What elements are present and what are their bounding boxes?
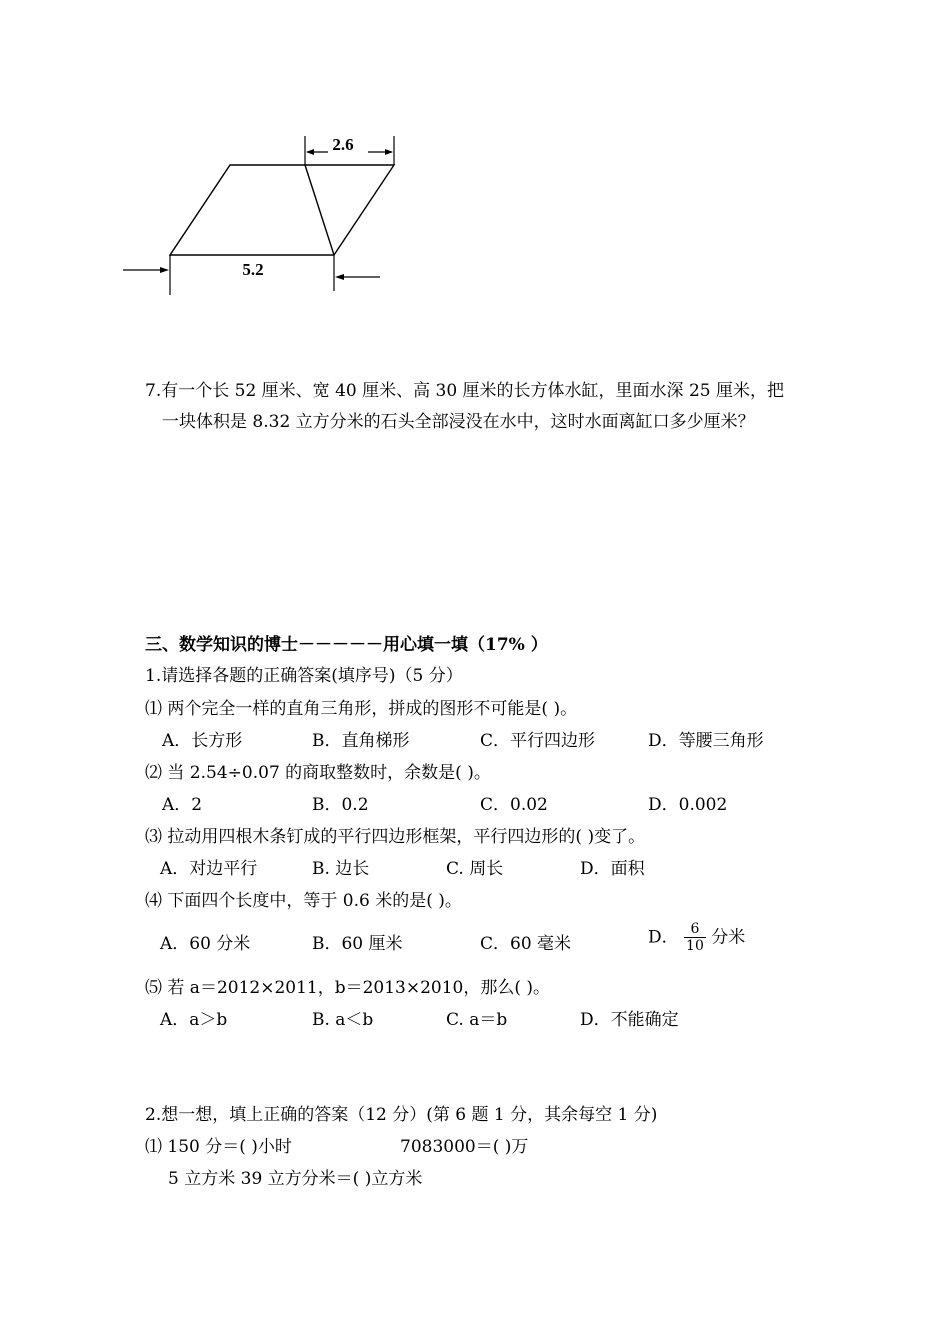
mc-q3-option-c: C. 周长 (446, 859, 504, 879)
mc-q1-option-c: C．平行四边形 (480, 731, 596, 751)
section3-title: 三、数学知识的博士－－－－－用心填一填（17% ） (145, 635, 548, 655)
mc-q3-option-b: B. 边长 (312, 859, 370, 879)
fraction-numerator: 6 (684, 921, 706, 938)
top-dimension-label: 2.6 (332, 135, 354, 154)
mc-q5-option-a: A．a＞b (160, 1010, 228, 1030)
mc-q4-stem: ⑷ 下面四个长度中，等于 0.6 米的是( )。 (145, 891, 462, 911)
fraction-denominator: 10 (686, 938, 704, 954)
mc-q1-stem: ⑴ 两个完全一样的直角三角形，拼成的图形不可能是( )。 (145, 699, 578, 719)
top-dim-arrowhead-left (306, 149, 314, 155)
mc-q3-option-d: D．面积 (580, 859, 645, 879)
mc-q4-option-d (648, 921, 745, 954)
mc-q4-option-b: B．60 厘米 (312, 934, 403, 954)
mc-q2-option-b: B．0.2 (312, 795, 369, 815)
top-dim-arrowhead-right (385, 149, 393, 155)
mc-q3-option-a: A．对边平行 (160, 859, 258, 879)
mc-q4-option-d-unit: 分米 (711, 927, 746, 948)
mc-q4-option-c: C．60 毫米 (480, 934, 572, 954)
mc-q1-option-a: A．长方形 (162, 731, 243, 751)
parallelogram-shape (170, 165, 394, 255)
mc-q4-option-d-prefix: D． (648, 927, 679, 948)
mc-q2-option-d: D．0.002 (648, 795, 728, 815)
q7-line1: 7.有一个长 52 厘米、宽 40 厘米、高 30 厘米的长方体水缸，里面水深 25 厘米，把 (145, 381, 784, 401)
mc-q5-option-d: D．不能确定 (580, 1010, 679, 1030)
mc-q5-stem: ⑸ 若 a＝2012×2011，b＝2013×2010，那么( )。 (145, 978, 551, 998)
q7-line2: 一块体积是 8.32 立方分米的石头全部浸没在水中，这时水面离缸口多少厘米？ (162, 412, 755, 432)
bottom-dim-arrowhead-left (160, 267, 169, 273)
mc-q3-stem: ⑶ 拉动用四根木条钉成的平行四边形框架，平行四边形的( )变了。 (145, 827, 646, 847)
mc-q4-option-a: A．60 分米 (160, 934, 251, 954)
fill-q1-b: 7083000＝( )万 (400, 1137, 529, 1157)
section3-sub1: 1.请选择各题的正确答案(填序号)（5 分） (145, 666, 463, 686)
bottom-dimension-label: 5.2 (242, 260, 264, 279)
section3-sub2: 2.想一想，填上正确的答案（12 分）(第 6 题 1 分，其余每空 1 分) (145, 1105, 658, 1125)
mc-q2-stem: ⑵ 当 2.54÷0.07 的商取整数时，余数是( )。 (145, 763, 491, 783)
fill-q1-a: ⑴ 150 分＝( )小时 (145, 1137, 292, 1157)
parallelogram-figure (110, 125, 400, 305)
mc-q2-option-c: C．0.02 (480, 795, 548, 815)
mc-q2-option-a: A．2 (162, 795, 203, 815)
mc-q1-option-d: D．等腰三角形 (648, 731, 764, 751)
fraction (684, 921, 706, 954)
mc-q5-option-c: C. a＝b (446, 1010, 508, 1030)
bottom-dim-arrowhead-right (335, 274, 344, 280)
triangle-diagonal (305, 165, 334, 255)
mc-q5-option-b: B. a＜b (312, 1010, 374, 1030)
mc-q1-option-b: B．直角梯形 (312, 731, 410, 751)
fill-q1-c: 5 立方米 39 立方分米＝( )立方米 (168, 1169, 423, 1189)
